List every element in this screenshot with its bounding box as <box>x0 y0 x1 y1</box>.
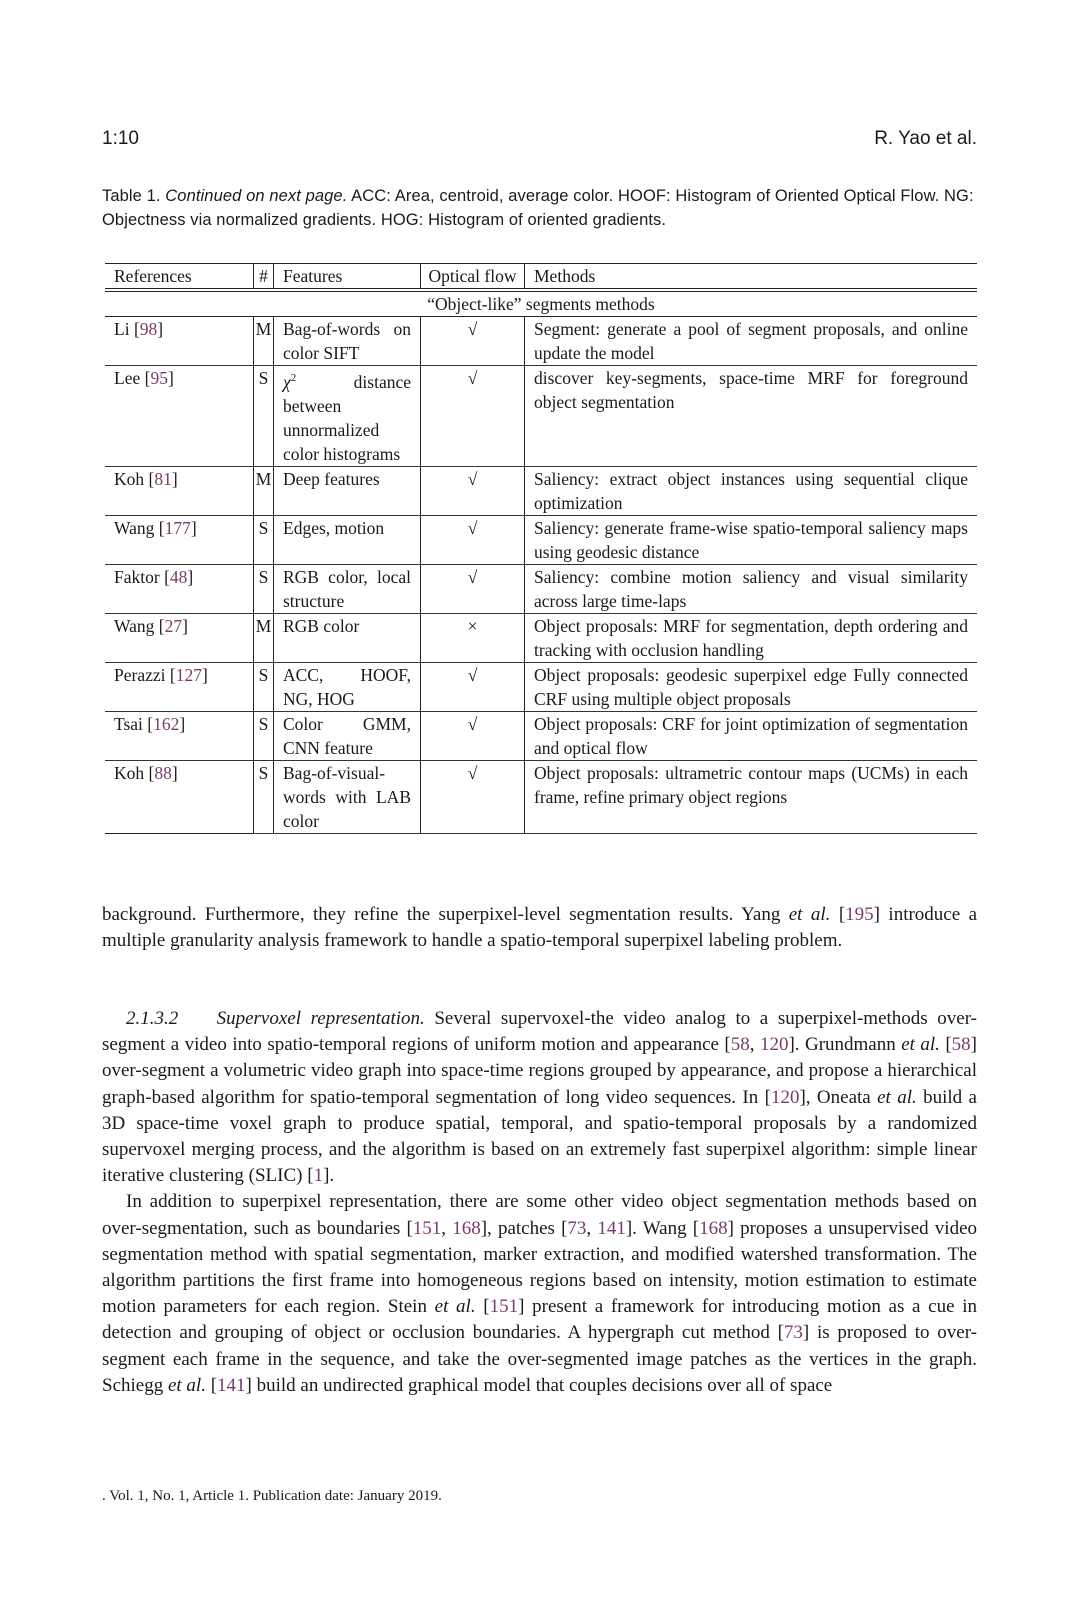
row-author: Tsai <box>114 713 143 734</box>
text: , <box>749 1034 760 1056</box>
header-features: Features <box>274 264 421 291</box>
row-author: Perazzi <box>114 664 166 685</box>
row-optical-flow: √ <box>421 564 525 613</box>
row-type: M <box>254 613 274 662</box>
caption-continued: Continued on next page. <box>165 187 348 205</box>
citation-link[interactable]: 195 <box>845 904 874 925</box>
row-features: Deep features <box>274 466 421 515</box>
citation-link[interactable]: 127 <box>175 664 202 685</box>
table-header-row <box>105 264 977 291</box>
text: ]. <box>323 1165 335 1187</box>
row-type: M <box>254 466 274 515</box>
text: [ <box>475 1296 490 1318</box>
table-row: Koh [81] M Deep features √ Saliency: extract object instances using sequential clique optimization <box>105 466 977 515</box>
row-methods: Object proposals: geodesic superpixel edge Fully connected CRF using multiple object proposals <box>525 662 978 711</box>
section-row <box>105 290 977 317</box>
section-supervoxel <box>102 1006 977 1399</box>
row-methods: Saliency: combine motion saliency and visual similarity across large time-laps <box>525 564 978 613</box>
row-methods: Saliency: extract object instances using sequential clique optimization <box>525 466 978 515</box>
page-number: 1:10 <box>102 128 139 149</box>
row-type: S <box>254 662 274 711</box>
section-title: “Object-like” segments methods <box>105 290 977 317</box>
header-methods: Methods <box>525 264 978 291</box>
citation-link[interactable]: 98 <box>139 319 158 339</box>
chi-superscript: 2 <box>290 372 297 384</box>
citation-link[interactable]: 73 <box>567 1217 587 1239</box>
et-al: et al. <box>434 1296 476 1318</box>
row-features: Color GMM, CNN feature <box>274 711 421 760</box>
row-features: RGB color <box>274 613 421 662</box>
row-methods: discover key-segments, space-time MRF for foreground object segmentation <box>525 366 978 467</box>
et-al: et al. <box>167 1374 206 1396</box>
row-optical-flow: × <box>421 613 525 662</box>
table-caption <box>102 184 977 232</box>
chi-symbol: χ <box>283 371 291 392</box>
citation-link[interactable]: 73 <box>783 1322 803 1344</box>
row-optical-flow: √ <box>421 515 525 564</box>
et-al: et al. <box>877 1086 917 1108</box>
text: [ <box>939 1034 952 1056</box>
methods-table <box>105 263 977 834</box>
row-type: M <box>254 317 274 366</box>
paragraph-continued <box>102 902 977 954</box>
citation-link[interactable]: 1 <box>313 1165 324 1187</box>
citation-link[interactable]: 58 <box>730 1034 750 1056</box>
row-author: Koh <box>114 468 145 489</box>
text: ] introduce a multiple granularity analysis framework to handle a spatio-temporal superpixel labeling problem. <box>102 904 978 952</box>
table-row: Li [98] M Bag-of-words on color SIFT √ Segment: generate a pool of segment proposals, and online update the model <box>105 317 977 366</box>
citation-link[interactable]: 162 <box>153 713 180 734</box>
text: [ <box>830 904 846 925</box>
row-methods: Saliency: generate frame-wise spatio-temporal saliency maps using geodesic distance <box>525 515 978 564</box>
citation-link[interactable]: 151 <box>489 1296 519 1318</box>
row-features: RGB color, local structure <box>274 564 421 613</box>
citation-link[interactable]: 48 <box>169 566 188 587</box>
text: ] over-segment a volumetric video graph into space-time regions grouped by appearance, and propose a hierarchical graph-based algorithm for spatio-temporal segmentation of long video sequences. In [ <box>102 1034 977 1108</box>
row-optical-flow: √ <box>421 760 525 833</box>
section-number: 2.1.3.2 <box>126 1008 179 1029</box>
row-optical-flow: √ <box>421 317 525 366</box>
row-author: Wang <box>114 517 155 538</box>
row-features: ACC, HOOF, NG, HOG <box>274 662 421 711</box>
row-author: Lee <box>114 368 141 388</box>
text: ]. Grundmann <box>788 1034 902 1056</box>
text: ], Oneata <box>799 1086 878 1108</box>
et-al: et al. <box>788 904 831 925</box>
header-type: # <box>254 264 274 291</box>
row-optical-flow: √ <box>421 466 525 515</box>
table-row: Wang [27] M RGB color × Object proposals: MRF for segmentation, depth ordering and tracking with occlusion handling <box>105 613 977 662</box>
row-optical-flow: √ <box>421 711 525 760</box>
row-optical-flow: √ <box>421 662 525 711</box>
row-optical-flow: √ <box>421 366 525 467</box>
table-row: Lee [95] S $\chi^2$ distance between unnormalized color histograms √ discover key-segments, space-time MRF for foreground object segmentation <box>105 366 977 467</box>
row-type: S <box>254 760 274 833</box>
row-features: Edges, motion <box>274 515 421 564</box>
citation-link[interactable]: 168 <box>699 1217 728 1239</box>
text: background. Furthermore, they refine the superpixel-level segmentation results. Yang <box>102 904 789 925</box>
features-text: distance between unnormalized color histograms <box>283 371 411 464</box>
citation-link[interactable]: 168 <box>452 1217 481 1239</box>
table-row: Koh [88] S Bag-of-visual-words with LAB color √ Object proposals: ultrametric contour maps (UCMs) in each frame, refine primary object regions <box>105 760 977 833</box>
caption-text: ACC: Area, centroid, average color. HOOF: Histogram of Oriented Optical Flow. NG: Objectness via normalized gradients. HOG: Histogram of oriented gradients. <box>102 187 974 229</box>
row-author: Li <box>114 319 130 339</box>
table-row: Tsai [162] S Color GMM, CNN feature √ Object proposals: CRF for joint optimization of segmentation and optical flow <box>105 711 977 760</box>
row-features <box>274 366 421 467</box>
citation-link[interactable]: 58 <box>951 1034 971 1056</box>
citation-link[interactable]: 141 <box>217 1374 246 1396</box>
row-methods: Object proposals: MRF for segmentation, depth ordering and tracking with occlusion handling <box>525 613 978 662</box>
row-methods: Object proposals: CRF for joint optimization of segmentation and optical flow <box>525 711 978 760</box>
text: [ <box>205 1374 218 1396</box>
table-row: Faktor [48] S RGB color, local structure √ Saliency: combine motion saliency and visual similarity across large time-laps <box>105 564 977 613</box>
citation-link[interactable]: 88 <box>154 762 172 783</box>
row-type: S <box>254 515 274 564</box>
table-row: Wang [177] S Edges, motion √ Saliency: generate frame-wise spatio-temporal saliency maps using geodesic distance <box>105 515 977 564</box>
row-methods: Segment: generate a pool of segment proposals, and online update the model <box>525 317 978 366</box>
row-type: S <box>254 711 274 760</box>
text: In addition to superpixel representation, there are some other video object segmentation methods based on over-segmentation, such as boundaries [ <box>102 1191 977 1239</box>
citation-link[interactable]: 27 <box>164 615 183 636</box>
text: ]. Wang [ <box>625 1217 700 1239</box>
citation-link[interactable]: 120 <box>770 1086 800 1108</box>
row-features: Bag-of-visual-words with LAB color <box>274 760 421 833</box>
row-type: S <box>254 366 274 467</box>
text: ] build an undirected graphical model that couples decisions over all of space <box>245 1374 833 1396</box>
text: ] is proposed to over-segment each frame in the sequence, and take the over-segmented image patches as the vertices in the graph. Schiegg <box>102 1322 977 1396</box>
et-al: et al. <box>901 1034 940 1056</box>
citation-link[interactable]: 81 <box>154 468 172 489</box>
text: build a 3D space-time voxel graph to produce spatial, temporal, and spatio-temporal proposals by a randomized supervoxel merging process, and the algorithm is based on an extremely fast superpixel algorithm: simple linear iterative clustering (SLIC) [ <box>102 1086 977 1187</box>
text: Several supervoxel-the video analog to a superpixel-methods over-segment a video into spatio-temporal regions of uniform motion and appearance [ <box>102 1008 977 1056</box>
citation-link[interactable]: 120 <box>759 1034 789 1056</box>
row-author: Wang <box>114 615 155 636</box>
row-methods: Object proposals: ultrametric contour maps (UCMs) in each frame, refine primary object regions <box>525 760 978 833</box>
section-title: Supervoxel representation. <box>216 1008 425 1029</box>
running-head-authors: R. Yao et al. <box>874 128 977 149</box>
text: , <box>441 1217 453 1239</box>
row-author: Faktor <box>114 566 160 587</box>
text: , <box>586 1217 598 1239</box>
text: ] present a framework for introducing motion as a cue in detection and grouping of object or occlusion boundaries. A hypergraph cut method [ <box>102 1296 978 1344</box>
citation-link[interactable]: 95 <box>150 368 168 388</box>
running-head <box>102 128 977 152</box>
row-features: Bag-of-words on color SIFT <box>274 317 421 366</box>
row-type: S <box>254 564 274 613</box>
header-optical-flow: Optical flow <box>421 264 525 291</box>
text: ] proposes a unsupervised video segmentation method with spatial segmentation, marker extraction, and modified watershed transformation. The algorithm partitions the first frame into homogeneous regions based on intensity, motion estimation to estimate motion parameters for each region. Stein <box>102 1217 978 1318</box>
header-references: References <box>105 264 254 291</box>
row-author: Koh <box>114 762 145 783</box>
citation-link[interactable]: 151 <box>412 1217 442 1239</box>
citation-link[interactable]: 177 <box>164 517 191 538</box>
text: ], patches [ <box>480 1217 568 1239</box>
citation-link[interactable]: 141 <box>597 1217 626 1239</box>
page-footer: . Vol. 1, No. 1, Article 1. Publication date: January 2019. <box>102 1488 442 1504</box>
table-row: Perazzi [127] S ACC, HOOF, NG, HOG √ Object proposals: geodesic superpixel edge Fully connected CRF using multiple object proposals <box>105 662 977 711</box>
caption-label: Table 1. <box>102 187 161 205</box>
